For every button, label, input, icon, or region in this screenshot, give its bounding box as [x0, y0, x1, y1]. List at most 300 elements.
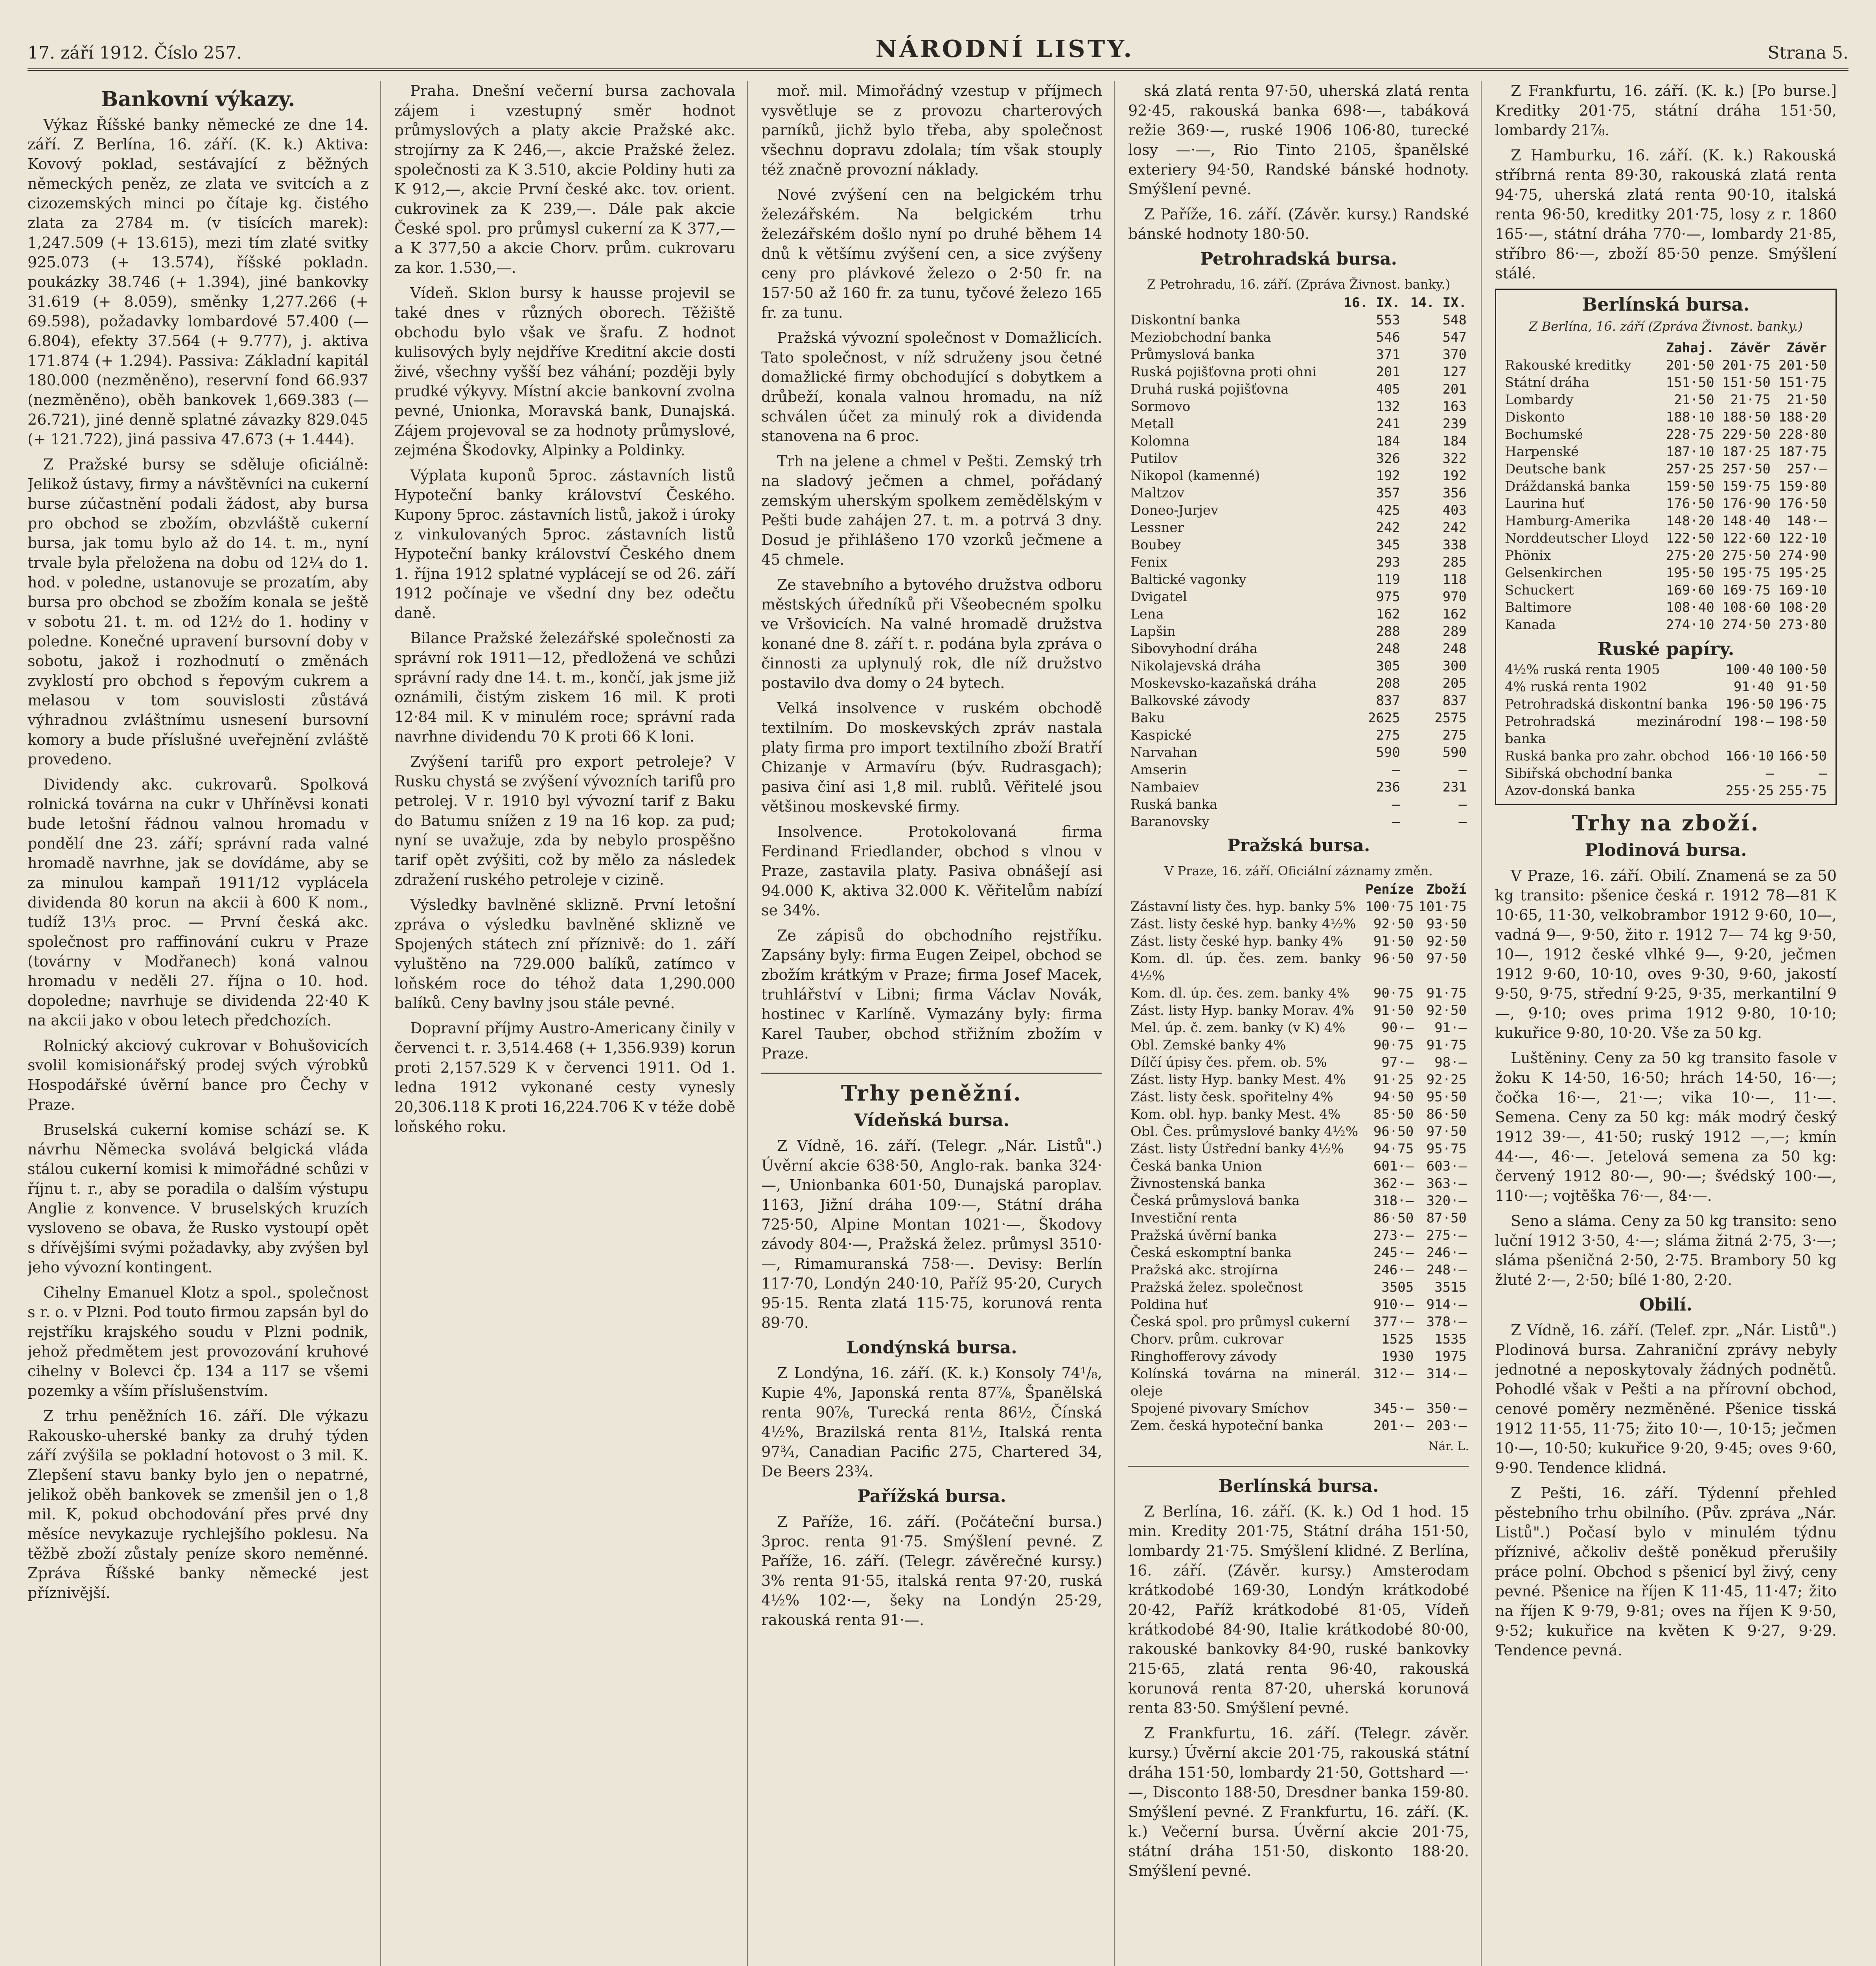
- quote-value: 425: [1376, 503, 1400, 518]
- column-header: [1128, 881, 1363, 898]
- quote-value: 91·75: [1426, 1037, 1467, 1053]
- table-row: [1128, 1192, 1469, 1209]
- header-date-issue: 17. září 1912. Číslo 257.: [28, 43, 242, 63]
- table-row: [1128, 363, 1469, 381]
- table-row: [1128, 1175, 1469, 1192]
- quote-value: 148·20: [1666, 513, 1714, 529]
- quote-value: 148·40: [1722, 513, 1771, 529]
- article-paragraph: Zvýšení tarifů pro export petroleje? V Rusku chystá se zvýšení vývozních tarifů pro petrolej. V r. 1910 byl vývozní tarif z Baku do Batumu snížen z 19 na 16 kop. za pud; nyní se uvažuje, zda by nebylo prospěšno tarif opět zvýšiti, což by mělo za následek zdražení ruského petroleje v cizině.: [394, 753, 735, 888]
- table-row: [1128, 1002, 1469, 1019]
- table-row: [1128, 709, 1469, 727]
- quote-value: 119: [1376, 572, 1400, 587]
- table-row: [1128, 433, 1469, 450]
- article-paragraph: Výkaz Říšské banky německé ze dne 14. září. Z Berlína, 16. září. (K. k.) Aktiva: Kovový poklad, sestávající z běžných německých peněz, ze zlata ve svitcích a z cizozemských minci po čítaje kg. čistého zlata za 2784 m. (v tisících marek): 1,247.509 (+ 13.615), mezi tím zlaté svitky 925.073 (+ 13.574), říšské pokladn. poukázky 38.746 (+ 1.394), jiné bankovky 31.619 (+ 8.059), směnky 1,277.266 (+ 69.598), požadavky lombardové 57.400 (— 6.804), efekty 37.564 (+ 9.777), j. aktiva 171.874 (+ 1.294). Passiva: Základní kapitál 180.000 (nezměněno), reservní fond 66.937 (nezměněno), oběh bankovek 1,669.383 (— 26.721), jiné denně splatné závazky 829.045 (+ 121.722), jiná passiva 47.673 (+ 1.444).: [28, 116, 368, 448]
- quote-value: 275: [1442, 727, 1467, 743]
- petrograd-quotes-table: [1128, 294, 1469, 830]
- table-row: [1128, 1365, 1469, 1400]
- security-name: Nikolajevská dráha: [1130, 658, 1261, 674]
- quote-value: 357: [1376, 485, 1400, 501]
- column-header: [1128, 294, 1336, 311]
- security-name: Lapšin: [1130, 624, 1176, 639]
- security-name: Česká eskomptní banka: [1130, 1245, 1292, 1261]
- security-name: Balkovské závody: [1130, 693, 1250, 709]
- quote-value: 255·75: [1778, 783, 1827, 799]
- quote-value: 122·10: [1778, 530, 1827, 546]
- petrograd-bourse-subtitle: Z Petrohradu, 16. září. (Zpráva Živnost. banky.): [1147, 277, 1451, 292]
- quote-value: 246·—: [1373, 1262, 1414, 1278]
- quote-value: —: [1819, 766, 1827, 781]
- quote-value: 92·50: [1426, 1003, 1467, 1018]
- produce-bourse-title: Plodinová bursa.: [1585, 840, 1747, 860]
- security-name: Obl. Zemské banky 4%: [1130, 1037, 1286, 1053]
- security-name: Fenix: [1130, 554, 1167, 570]
- security-name: Meziobchodní banka: [1130, 330, 1271, 345]
- security-name: Zástavní listy čes. hyp. banky 5%: [1130, 899, 1356, 915]
- column-header: [1502, 339, 1661, 357]
- security-name: Kolínská továrna na minerál. oleje: [1130, 1366, 1361, 1399]
- security-name: Boubey: [1130, 537, 1181, 553]
- table-row: [1128, 1331, 1469, 1348]
- quote-value: 21·50: [1674, 392, 1714, 408]
- quote-value: 95·75: [1426, 1141, 1467, 1157]
- security-name: Zást. listy české hyp. banky 4%: [1130, 933, 1343, 949]
- london-bourse-text: Z Londýna, 16. září. (K. k.) Konsoly 74¹/₈, Kupie 4%, Japonská renta 87⅞, Španělská renta 90⅞, Turecká renta 86½, Čínská 4½%, Brazilská renta 81½, Italská renta 97¾, Canadian Pacific 275, Chartered 34, De Beers 23¾.: [761, 1364, 1102, 1480]
- table-row: [1502, 512, 1829, 530]
- russian-papers-table: [1502, 661, 1829, 799]
- quote-value: 92·50: [1373, 916, 1414, 932]
- table-row: [1128, 1071, 1469, 1088]
- security-name: Harpenské: [1505, 444, 1579, 460]
- vienna-bourse-title: Vídeňská bursa.: [854, 1110, 1010, 1130]
- quote-value: 255·25: [1725, 783, 1774, 799]
- security-name: Sibovyhodní dráha: [1130, 641, 1257, 657]
- quote-value: 201·50: [1778, 357, 1827, 373]
- quote-value: 403: [1442, 503, 1467, 518]
- quote-value: 242: [1376, 520, 1400, 536]
- table-row: [1502, 678, 1829, 696]
- quote-value: 228·75: [1666, 427, 1714, 442]
- quote-value: 95·50: [1426, 1089, 1467, 1105]
- quote-value: 305: [1376, 658, 1400, 674]
- table-row: [1128, 329, 1469, 346]
- quote-value: 90·75: [1373, 1037, 1414, 1053]
- security-name: Zást. listy Ústřední banky 4½%: [1130, 1141, 1344, 1157]
- quote-value: 293: [1376, 554, 1400, 570]
- quote-value: 196·75: [1778, 696, 1827, 712]
- table-row: [1128, 588, 1469, 606]
- quote-value: 195·50: [1666, 565, 1714, 581]
- page-header: [28, 35, 1848, 71]
- security-name: Schuckert: [1505, 582, 1574, 598]
- table-row: [1502, 661, 1829, 678]
- quote-value: 192: [1376, 468, 1400, 484]
- quote-value: 322: [1442, 451, 1467, 466]
- quote-value: 21·50: [1786, 392, 1827, 408]
- security-name: Ruská banka: [1130, 797, 1218, 812]
- quote-value: 274·90: [1778, 548, 1827, 563]
- table-row: [1128, 950, 1469, 985]
- table-row: [1502, 599, 1829, 616]
- quote-value: 257·25: [1666, 461, 1714, 477]
- quote-value: 108·60: [1722, 600, 1771, 615]
- table-row: [1502, 478, 1829, 495]
- london-bourse-title: Londýnská bursa.: [846, 1338, 1017, 1358]
- quote-value: —: [1458, 814, 1467, 830]
- quote-value: 169·10: [1778, 582, 1827, 598]
- security-name: Druhá ruská pojišťovna: [1130, 381, 1289, 397]
- security-name: Moskevsko-kazaňská dráha: [1130, 676, 1317, 691]
- article-paragraph: Cihelny Emanuel Klotz a spol., společnost s r. o. v Plzni. Pod touto firmou zapsán byl do rejstříku krajského soudu v Plzni podnik, jehož předmětem jest provozování kruhové cihelny v Bolevci čp. 134 a 117 se všemi pozemky a vším příslušenstvím.: [28, 1284, 368, 1399]
- quote-value: 363·—: [1426, 1176, 1467, 1191]
- quote-value: 94·75: [1373, 1141, 1414, 1157]
- quote-value: 192: [1442, 468, 1467, 484]
- quote-value: 370: [1442, 347, 1467, 363]
- quote-value: 21·75: [1730, 392, 1771, 408]
- quote-value: 96·50: [1373, 1124, 1414, 1139]
- security-name: Kom. dl. úp. čes. zem. banky 4½%: [1130, 951, 1361, 984]
- section-banner-commodity-markets: Trhy na zboží.: [1572, 810, 1760, 836]
- article-paragraph: Praha. Dnešní večerní bursa zachovala zájem i vzestupný směr hodnot průmyslových a platy akcie Pražské akc. strojírny za K 246,—, akcie Pražské želez. společnosti za K 3.510, akcie Poldiny huti za K 912,—, akcie První české akc. tov. orient. cukrovinek za K 239,—. Dále pak akcie České spol. pro průmysl cukerní za K 377,— a K 377,50 a akcie Chorv. prům. cukrovaru za kor. 1.530,—.: [394, 82, 735, 276]
- divider: [1128, 1466, 1469, 1467]
- quote-value: 914·—: [1426, 1297, 1467, 1313]
- quote-value: —: [1392, 797, 1400, 812]
- column-2: [394, 81, 748, 1966]
- table-row: [1128, 985, 1469, 1002]
- article-paragraph: moř. mil. Mimořádný vzestup v příjmech vysvětluje se z provozu charterových parníků, jichž bylo třeba, aby společnost všechnu dopravu zdolala; tím však stouply též značně provozní náklady.: [761, 82, 1102, 178]
- quote-value: 195·25: [1778, 565, 1827, 581]
- security-name: Amserin: [1130, 762, 1187, 778]
- quote-value: 548: [1442, 312, 1467, 328]
- security-name: Dílčí úpisy čes. přem. ob. 5%: [1130, 1055, 1327, 1070]
- security-name: Spojené pivovary Smíchov: [1130, 1401, 1309, 1416]
- quote-value: 201·50: [1666, 357, 1714, 373]
- table-row: [1128, 1036, 1469, 1054]
- security-name: Sormovo: [1130, 399, 1191, 414]
- table-row: [1502, 409, 1829, 426]
- column-header: Zahaj.: [1666, 340, 1714, 356]
- table-row: [1128, 1209, 1469, 1227]
- quote-value: 248: [1376, 641, 1400, 657]
- table-row: [1128, 640, 1469, 657]
- security-name: Česká banka Union: [1130, 1158, 1262, 1174]
- table-row: [1502, 765, 1829, 782]
- quote-value: 1930: [1381, 1349, 1414, 1364]
- quote-value: 231: [1442, 779, 1467, 795]
- table-row: [1128, 1244, 1469, 1261]
- quote-value: 163: [1442, 399, 1467, 414]
- quote-value: 188·10: [1666, 409, 1714, 425]
- quote-value: 91·40: [1733, 679, 1774, 695]
- security-name: Ruská banka pro zahr. obchod: [1505, 748, 1710, 764]
- quote-value: 405: [1376, 381, 1400, 397]
- security-name: Dráždanská banka: [1505, 479, 1631, 494]
- paris-bourse-text: Z Paříže, 16. září. (Počáteční bursa.) 3proc. renta 91·75. Smýšlení pevné. Z Paříže, 16. září. (Telegr. závěrečné kursy.) 3% renta 91·55, italská renta 97·20, ruská 4½% 102·—, šeky na Londýn 25·29, rakouská renta 91·—.: [761, 1513, 1102, 1629]
- quote-value: 257·—: [1786, 461, 1827, 477]
- security-name: Putilov: [1130, 451, 1178, 466]
- quote-value: 159·75: [1722, 479, 1771, 494]
- quote-value: 151·50: [1722, 375, 1771, 390]
- quote-value: 236: [1376, 779, 1400, 795]
- quote-value: 601·—: [1373, 1158, 1414, 1174]
- table-row: [1502, 374, 1829, 391]
- security-name: Baltické vagonky: [1130, 572, 1246, 587]
- quote-value: 100·75: [1365, 899, 1414, 915]
- quote-value: 148·—: [1786, 513, 1827, 529]
- article-paragraph: Výsledky bavlněné sklizně. První letošní zpráva o výsledku bavlněné sklizně ve Spojených státech zní příznivě: do 1. září vyluštěno na 729.000 balíků, zatímco v loňském roce do téhož data 1,290.000 balíků. Ceny bavlny jsou stále pevné.: [394, 896, 735, 1012]
- security-name: Nikopol (kamenné): [1130, 468, 1260, 484]
- petrograd-bourse-title: Petrohradská bursa.: [1200, 249, 1397, 269]
- quote-value: 108·20: [1778, 600, 1827, 615]
- security-name: Hamburg-Amerika: [1505, 513, 1631, 529]
- quote-value: 91·50: [1373, 1003, 1414, 1018]
- security-name: Gelsenkirchen: [1505, 565, 1603, 581]
- security-name: Investiční renta: [1130, 1210, 1237, 1226]
- quote-value: 201·75: [1722, 357, 1771, 373]
- quote-value: 97·50: [1426, 1124, 1467, 1139]
- quote-value: 86·50: [1373, 1210, 1414, 1226]
- security-name: Česká průmyslová banka: [1130, 1193, 1300, 1209]
- quote-value: 300: [1442, 658, 1467, 674]
- quote-value: 187·25: [1722, 444, 1771, 460]
- table-row: [1502, 357, 1829, 374]
- table-row: [1128, 519, 1469, 536]
- quote-value: 371: [1376, 347, 1400, 363]
- table-row: [1502, 391, 1829, 409]
- security-name: Azov-donská banka: [1505, 783, 1635, 799]
- article-paragraph: Velká insolvence v ruském obchodě textilním. Do moskevských zpráv nastala platy firma pro import textilního zboží Bratří Chizanje v Armavíru (býv. Rudrasgach); pasiva činí asi 1,8 mil. rublů. Věřitelé jsou většinou moskevské firmy.: [761, 700, 1102, 815]
- quote-value: 3505: [1381, 1279, 1414, 1295]
- quote-value: 970: [1442, 589, 1467, 605]
- table-row: [1128, 1227, 1469, 1244]
- berlin-quotes-box: [1495, 289, 1837, 805]
- quote-value: 201: [1442, 381, 1467, 397]
- security-name: Kaspické: [1130, 727, 1192, 743]
- security-name: Zást. listy Hyp. banky Morav. 4%: [1130, 1003, 1354, 1018]
- table-row: [1128, 898, 1469, 915]
- security-name: Chorv. prům. cukrovar: [1130, 1331, 1284, 1347]
- quote-value: 198·—: [1733, 714, 1774, 729]
- table-row: [1128, 796, 1469, 813]
- security-name: Lessner: [1130, 520, 1184, 536]
- quote-value: 100·50: [1778, 662, 1827, 677]
- quote-value: 345·—: [1373, 1401, 1414, 1416]
- security-name: Nambaiev: [1130, 779, 1199, 795]
- table-row: [1502, 426, 1829, 443]
- table-row: [1128, 415, 1469, 433]
- quote-value: 151·50: [1666, 375, 1714, 390]
- security-name: Laurina huť: [1505, 496, 1585, 512]
- quote-value: 166·10: [1725, 748, 1774, 764]
- security-name: Kolomna: [1130, 433, 1190, 449]
- quote-value: 257·50: [1722, 461, 1771, 477]
- security-name: Metall: [1130, 416, 1174, 432]
- article-paragraph: Seno a sláma. Ceny za 50 kg transito: seno luční 1912 3·50, 4·—; sláma žitná 2·75, 3·—; sláma pšeničná 2·50, 2·75. Brambory 50 kg žluté 2·—, 2·50; bílé 1·80, 2·20.: [1495, 1212, 1837, 1289]
- security-name: Deutsche bank: [1505, 461, 1606, 477]
- quote-value: 318·—: [1373, 1193, 1414, 1209]
- table-row: [1128, 1348, 1469, 1365]
- table-row: [1128, 813, 1469, 830]
- security-name: Diskontní banka: [1130, 312, 1241, 328]
- article-paragraph: Z Paříže, 16. září. (Závěr. kursy.) Randské bánské hodnoty 180·50.: [1128, 206, 1469, 243]
- table-row: [1128, 657, 1469, 675]
- quote-value: 1535: [1434, 1331, 1467, 1347]
- quote-value: 837: [1442, 693, 1467, 709]
- table-row: [1128, 606, 1469, 623]
- quote-value: 98·—: [1434, 1055, 1467, 1070]
- article-paragraph: Z trhu peněžních 16. září. Dle výkazu Rakousko-uherské banky za druhý týden září zvýšila se pokladní hotovost o 3 mil. K. Zlepšení stavu banky bylo jen o nepatrné, jelikož oběh bankovek se zmenšil jen o 1,8 mil. K, pokud obchodování přes prvé dny měsíce nevykazuje rychlejšího poklesu. Na těžbě zboží zůstaly peníze skoro neměnné. Zpráva Říšské banky německé jest příznivější.: [28, 1407, 368, 1602]
- quote-value: 176·90: [1722, 496, 1771, 512]
- column-1: [28, 81, 381, 1966]
- section-title-bank-reports: Bankovní výkazy.: [101, 87, 295, 111]
- quote-value: 166·50: [1778, 748, 1827, 764]
- table-row: [1128, 1417, 1469, 1434]
- table-row: [1128, 450, 1469, 467]
- quote-value: 2575: [1434, 710, 1467, 726]
- table-row: [1128, 571, 1469, 588]
- security-name: Baku: [1130, 710, 1165, 726]
- quote-value: 151·75: [1778, 375, 1827, 390]
- security-name: Zást. listy česk. spořitelny 4%: [1130, 1089, 1333, 1105]
- quote-value: 245·—: [1373, 1245, 1414, 1261]
- column-header: Závěr: [1786, 340, 1827, 356]
- quote-value: 910·—: [1373, 1297, 1414, 1313]
- quote-value: 320·—: [1426, 1193, 1467, 1209]
- table-row: [1502, 547, 1829, 564]
- security-name: Kom. dl. úp. čes. zem. banky 4%: [1130, 985, 1349, 1001]
- quote-value: 274·50: [1722, 617, 1771, 633]
- quote-value: 96·50: [1373, 951, 1414, 966]
- article-paragraph: Bruselská cukerní komise schází se. K návrhu Německa svolává belgická vláda stálou cukerní komisi k mimořádné schůzi v říjnu t. r., aby se poradila o dalším výstupu Anglie z konvence. V bruselských kruzích vysloveno se obava, že Rusko vystoupí opět s dřívějšími svými požadavky, aby zvýšen byl jeho vývozní kontingent.: [28, 1121, 368, 1276]
- quote-value: 92·50: [1426, 933, 1467, 949]
- table-row: [1502, 495, 1829, 512]
- security-name: Státní dráha: [1505, 375, 1589, 390]
- security-name: Maltzov: [1130, 485, 1185, 501]
- column-5: [1495, 81, 1848, 1966]
- quote-value: 97·50: [1426, 951, 1467, 966]
- box-title: Berlínská bursa.: [1582, 294, 1750, 315]
- quote-value: 377·—: [1373, 1314, 1414, 1330]
- table-row: [1128, 502, 1469, 519]
- column-header: Zboží: [1426, 882, 1467, 897]
- security-name: Zást. listy Hyp. banky Mest. 4%: [1130, 1072, 1346, 1088]
- security-name: Phönix: [1505, 548, 1551, 563]
- box-title: Ruské papíry.: [1597, 638, 1734, 659]
- quote-value: —: [1458, 797, 1467, 812]
- quote-value: 590: [1442, 745, 1467, 760]
- article-paragraph: Z Pražské bursy se sděluje oficiálně: Jelikož ústavy, firmy a návštěvníci na cukerní burse zúčastnění podali žádost, aby bursa pro obchod se zbožím, obzvláště cukerní bursa, jak tomu bylo až do 14. t. m., nyní trvale byla přeložena na dobu od 12¼ do 1. hod. v poledne, ustanovuje se prozatím, aby bursa pro obchod se zbožím konala se ještě v sobotu 21. t. m. od 12½ do 1. hodiny v poledne. Konečné upravení bursovní doby v sobotu, jakož i rozhodnutí o změnách zvyklostí pro obchod s řepovým cukrem a melasou v tom souvislosti zůstává výhradnou zvláštnímu usnesení bursovní komory a bude příslušné uveřejnění zvláště provedeno.: [28, 456, 368, 768]
- security-name: Mel. úp. č. zem. banky (v K) 4%: [1130, 1020, 1346, 1036]
- column-header: 16. IX.: [1344, 295, 1400, 311]
- quote-value: 837: [1376, 693, 1400, 709]
- table-row: [1128, 1123, 1469, 1140]
- quote-value: 326: [1376, 451, 1400, 466]
- quote-value: 159·50: [1666, 479, 1714, 494]
- table-row: [1502, 530, 1829, 547]
- article-paragraph: Dividendy akc. cukrovarů. Spolková rolnická továrna na cukr v Uhříněvsi konati bude letošní řádnou valnou hromadu v pondělí dne 23. září; správní rada valné hromadě navrhne, jak se dovídáme, aby se za minulou kampaň 1911/12 vyplácela dividenda 80 korun na akcii à 600 K nom., tudíž 13⅓ proc. — První česká akc. společnost pro raffinování cukru v Praze (továrny v Modřanech) koná valnou hromadu v neděli 27. října o 10. hod. dopoledne; navrhuje se dividenda 22·40 K na akcii jako v obou letech předchozích.: [28, 776, 368, 1029]
- table-row: [1128, 1054, 1469, 1071]
- columns: [28, 81, 1848, 1966]
- column-header: 14. IX.: [1410, 295, 1467, 311]
- quote-value: 203·—: [1426, 1418, 1467, 1434]
- security-name: Zást. listy české hyp. banky 4½%: [1130, 916, 1356, 932]
- security-name: Ringhofferovy závody: [1130, 1349, 1277, 1364]
- table-row: [1502, 460, 1829, 478]
- quote-value: 122·60: [1722, 530, 1771, 546]
- table-row: [1128, 623, 1469, 640]
- security-name: 4% ruská renta 1902: [1505, 679, 1647, 695]
- quote-value: 184: [1376, 433, 1400, 449]
- quote-value: 338: [1442, 537, 1467, 553]
- quote-value: 108·40: [1666, 600, 1714, 615]
- quote-value: 314·—: [1426, 1366, 1467, 1382]
- quote-value: 546: [1376, 330, 1400, 345]
- quote-value: 188·20: [1778, 409, 1827, 425]
- frankfurt-bourse-text: Z Frankfurtu, 16. září. (Telegr. závěr. kursy.) Úvěrní akcie 201·75, rakouská státní dráha 151·50, lombardy 21·50, Gottshard —·—, Disconto 188·50, Dresdner banka 159·80. Smýšlení pevné. Z Frankfurtu, 16. září. (K. k.) Večerní bursa. Úvěrní akcie 201·75, státní dráha 151·50, diskonto 188·20. Smýšlení pevné.: [1128, 1725, 1469, 1879]
- quote-value: 85·50: [1373, 1106, 1414, 1122]
- quote-value: 90·75: [1373, 985, 1414, 1001]
- quote-value: 273·—: [1373, 1228, 1414, 1243]
- table-row: [1128, 484, 1469, 502]
- table-row: [1128, 1088, 1469, 1106]
- berlin-bourse-text: Z Berlína, 16. září. (K. k.) Od 1 hod. 15 min. Kredity 201·75, Státní dráha 151·50, lombardy 21·75. Smýšlení klidné. Z Berlína, 16. září. (Závěr. kursy.) Amsterodam krátkodobé 169·30, Londýn krátkodobé 20·42, Paříž krátkodobé 81·05, Vídeň krátkodobé 84·90, Italie krátkodobé 80·00, rakouské bankovky 84·90, ruské bankovky 215·65, zlatá renta 96·40, rakouská korunová renta 87·20, uherská korunová renta 83·50. Smýšlení pevné.: [1128, 1503, 1469, 1717]
- quote-value: 92·25: [1426, 1072, 1467, 1088]
- table-row: [1128, 1400, 1469, 1417]
- table-row: [1128, 727, 1469, 744]
- security-name: Ruská pojišťovna proti ohni: [1130, 364, 1317, 380]
- quote-value: 246·—: [1426, 1245, 1467, 1261]
- quote-value: 94·50: [1373, 1089, 1414, 1105]
- security-name: Průmyslová banka: [1130, 347, 1255, 363]
- quote-value: 553: [1376, 312, 1400, 328]
- article-paragraph: Z Pešti, 16. září. Týdenní přehled pěstebního trhu obilního. (Pův. zpráva „Nár. Listů".) Počasí bylo v minulém týdnu příznivé, ačkoliv deště poněkud přerušily práce polní. Obchod s pšenicí byl živý, ceny pevné. Pšenice na říjen K 11·45, 11·47; žito na říjen K 9·79, 9·81; oves na říjen K 9·50, 9·52; kukuřice na květen K 9·27, 9·29. Tendence pevná.: [1495, 1484, 1837, 1659]
- quote-value: —: [1458, 762, 1467, 778]
- article-paragraph: Z Vídně, 16. září. (Telef. zpr. „Nár. Listů".) Plodinová bursa. Zahraniční zprávy nebyly jednotné a neposkytovaly žádných podnětů. Pohodlé však v Pešti a na přírovní obchod, cenové poměry nezměněné. Pšenice tisská 1912 11·55, 11·75; žito 10·—, 10·15; ječmen 10·—, 10·50; kukuřice 9·20, 9·45; oves 9·60, 9·90. Tendence klidná.: [1495, 1322, 1837, 1476]
- table-row: [1128, 554, 1469, 571]
- quote-value: 91·—: [1434, 1020, 1467, 1036]
- quote-value: 162: [1442, 606, 1467, 622]
- quote-value: 127: [1442, 364, 1467, 380]
- article-paragraph: Z Frankfurtu, 16. září. (K. k.) [Po burse.] Kreditky 201·75, státní dráha 151·50, lombardy 21⅞.: [1495, 82, 1837, 139]
- security-name: Petrohradská mezinárodní banka: [1505, 714, 1721, 747]
- grain-title: Obilí.: [1639, 1295, 1692, 1315]
- quote-value: 122·50: [1666, 530, 1714, 546]
- quote-value: 188·50: [1722, 409, 1771, 425]
- quote-value: 590: [1376, 745, 1400, 760]
- table-row: [1128, 744, 1469, 761]
- quote-value: 118: [1442, 572, 1467, 587]
- quote-value: 3515: [1434, 1279, 1467, 1295]
- table-row: [1502, 696, 1829, 713]
- article-paragraph: Insolvence. Protokolovaná firma Ferdinand Friedlander, obchod s vlnou v Praze, zastavila platy. Pasiva obnášejí asi 94.000 K, aktiva 32.000 K. Věřitelům nabízí se 34%.: [761, 823, 1102, 919]
- security-name: Baltimore: [1505, 600, 1572, 615]
- quote-value: 205: [1442, 676, 1467, 691]
- table-row: [1128, 675, 1469, 692]
- quote-value: 132: [1376, 399, 1400, 414]
- quote-value: 100·40: [1725, 662, 1774, 677]
- quote-value: 547: [1442, 330, 1467, 345]
- table-row: [1502, 616, 1829, 633]
- article-paragraph: Ze stavebního a bytového družstva odboru městských úředníků při Všeobecném spolku ve Vršovicích. Na valné hromadě družstva konané dne 8. září t. r. podána byla zpráva o činnosti za uplynulý rok, dle níž družstvo postavilo dva domy o 24 bytech.: [761, 576, 1102, 692]
- article-paragraph: Luštěniny. Ceny za 50 kg transito fasole v žoku K 14·50, 16·50; hrách 14·50, 16·—; čočka 16·—, 21·—; vika 10·—, 11·—. Semena. Ceny za 50 kg: mák modrý český 1912 39·—, 41·50; ruský 1912 —,—; kmín 44·—, 46·—. Jetelová semena za 50 kg: červený 1912 80·—, 90·—; švédský 100·—, 110·—; vojtěška 76·—, 84·—.: [1495, 1049, 1837, 1204]
- vienna-bourse-text: Z Vídně, 16. září. (Telegr. „Nár. Listů".) Úvěrní akcie 638·50, Anglo-rak. banka 324·—, Unionbanka 601·50, Dunajská paroplav. 1163, Jižní dráha 109·—, Státní dráha 725·50, Alpine Montan 1021·—, Škodovy závody 804·—, Pražská želez. průmysl 3510·—, Rimamuranská 758·—. Devisy: Berlín 117·70, Londýn 240·10, Paříž 95·20, Curych 95·15. Renta zlatá 115·75, korunová renta 89·70.: [761, 1137, 1102, 1331]
- quote-value: 228·80: [1778, 427, 1827, 442]
- table-row: [1128, 1158, 1469, 1175]
- table-row: [1128, 398, 1469, 415]
- column-header: Peníze: [1365, 882, 1414, 897]
- article-paragraph: Rolnický akciový cukrovar v Bohušovicích svolil komisionářský prodej svých výrobků Hospodářské úvěrní bance pro Čechy v Praze.: [28, 1037, 368, 1113]
- quote-value: 345: [1376, 537, 1400, 553]
- table-row: [1128, 779, 1469, 796]
